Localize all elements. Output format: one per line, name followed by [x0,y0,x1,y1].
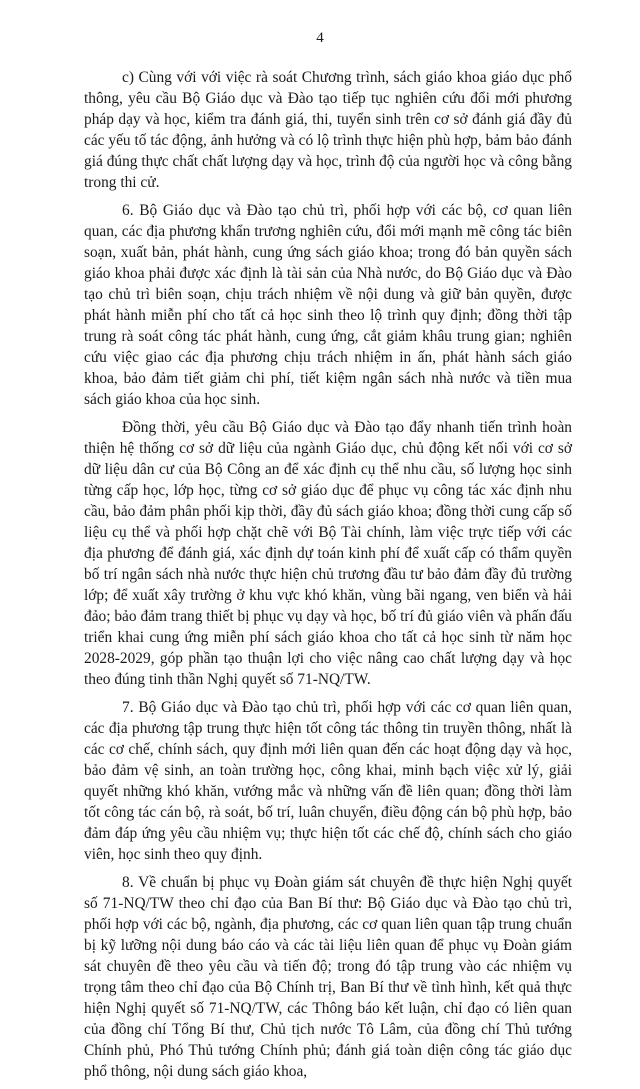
paragraph-section-8: 8. Về chuẩn bị phục vụ Đoàn giám sát chuyên đề thực hiện Nghị quyết số 71-NQ/TW theo chỉ đạo của Ban Bí thư: Bộ Giáo dục và Đào tạo chủ trì, phối hợp với các bộ, ngành, địa phương, các cơ quan liên quan tập trung chuẩn bị kỹ lưỡng nội dung báo cáo và các tài liệu liên quan để phục vụ Đoàn giám sát chuyên đề theo yêu cầu và tiến độ; trong đó tập trung vào các nhiệm vụ trọng tâm theo chỉ đạo của Bộ Chính trị, Ban Bí thư về tình hình, kết quả thực hiện Nghị quyết số 71-NQ/TW, các Thông báo kết luận, chỉ đạo có liên quan của đồng chí Tổng Bí thư, Chủ tịch nước Tô Lâm, của đồng chí Thủ tướng Chính phủ, Phó Thủ tướng Chính phủ; đánh giá toàn diện công tác giáo dục phổ thông, nội dung sách giáo khoa, [84,874,572,1080]
paragraph-section-6: 6. Bộ Giáo dục và Đào tạo chủ trì, phối hợp với các bộ, cơ quan liên quan, các địa phương khẩn trương nghiên cứu, đổi mới mạnh mẽ công tác biên soạn, xuất bản, phát hành, cung ứng sách giáo khoa; trong đó bản quyền sách giáo khoa phải được xác định là tài sản của Nhà nước, do Bộ Giáo dục và Đào tạo chủ trì biên soạn, chịu trách nhiệm về nội dung và giữ bản quyền, được phát hành miễn phí cho tất cả học sinh theo lộ trình quy định; đồng thời tập trung rà soát công tác phát hành, cung ứng, cắt giảm khâu trung gian; nghiên cứu việc giao các địa phương chịu trách nhiệm in ấn, phát hành sách giáo khoa, bảo đảm tiết giảm chi phí, tiết kiệm ngân sách nhà nước và tiền mua sách giáo khoa của học sinh. [84,202,572,408]
paragraph-section-c: c) Cùng với với việc rà soát Chương trình, sách giáo khoa giáo dục phổ thông, yêu cầu Bộ Giáo dục và Đào tạo tiếp tục nghiên cứu đổi mới phương pháp dạy và học, kiểm tra đánh giá, thi, tuyển sinh trên cơ sở đánh giá đầy đủ các yếu tố tác động, ảnh hưởng và có lộ trình thực hiện phù hợp, bảm bảo đánh giá đúng thực chất chất lượng dạy và học, trình độ của người học và công bằng trong thi cử. [84,69,572,191]
paragraph-section-6-continued: Đồng thời, yêu cầu Bộ Giáo dục và Đào tạo đẩy nhanh tiến trình hoàn thiện hệ thống cơ sở dữ liệu của ngành Giáo dục, chủ động kết nối với cơ sở dữ liệu dân cư của Bộ Công an để xác định cụ thể nhu cầu, số lượng học sinh từng cấp học, lớp học, từng cơ sở giáo dục để phục vụ công tác xác định nhu cầu, bảo đảm phân phối kịp thời, đầy đủ sách giáo khoa; đồng thời cung cấp số liệu cụ thể và phối hợp chặt chẽ với Bộ Tài chính, làm việc trực tiếp với các địa phương để đánh giá, xác định dự toán kinh phí để xuất cấp có thẩm quyền bố trí ngân sách nhà nước thực hiện chủ trương đầu tư bảo đảm đầy đủ trường lớp; để xuất xây trường ở khu vực khó khăn, vùng bãi ngang, ven biển và hải đảo; bảo đảm trang thiết bị phục vụ dạy và học, bố trí đủ giáo viên và phấn đấu triển khai cung ứng miễn phí sách giáo khoa cho tất cả học sinh từ năm học 2028-2029, góp phần tạo thuận lợi cho việc nâng cao chất lượng dạy và học theo đúng tinh thần Nghị quyết số 71-NQ/TW. [84,419,572,688]
document-body [84,67,572,1089]
page-number: 4 [316,30,324,46]
paragraph-section-7: 7. Bộ Giáo dục và Đào tạo chủ trì, phối hợp với các cơ quan liên quan, các địa phương tập trung thực hiện tốt công tác thông tin truyền thông, nhất là các cơ chế, chính sách, quy định mới liên quan đến các hoạt động dạy và học, bảo đảm vệ sinh, an toàn trường học, công khai, minh bạch việc xử lý, giải quyết những khó khăn, vướng mắc và những vấn đề liên quan; đồng thời làm tốt công tác cán bộ, rà soát, bố trí, luân chuyển, điều động cán bộ phù hợp, bảo đảm đáp ứng yêu cầu nhiệm vụ; thực hiện tốt các chế độ, chính sách cho giáo viên, học sinh theo quy định. [84,699,572,863]
